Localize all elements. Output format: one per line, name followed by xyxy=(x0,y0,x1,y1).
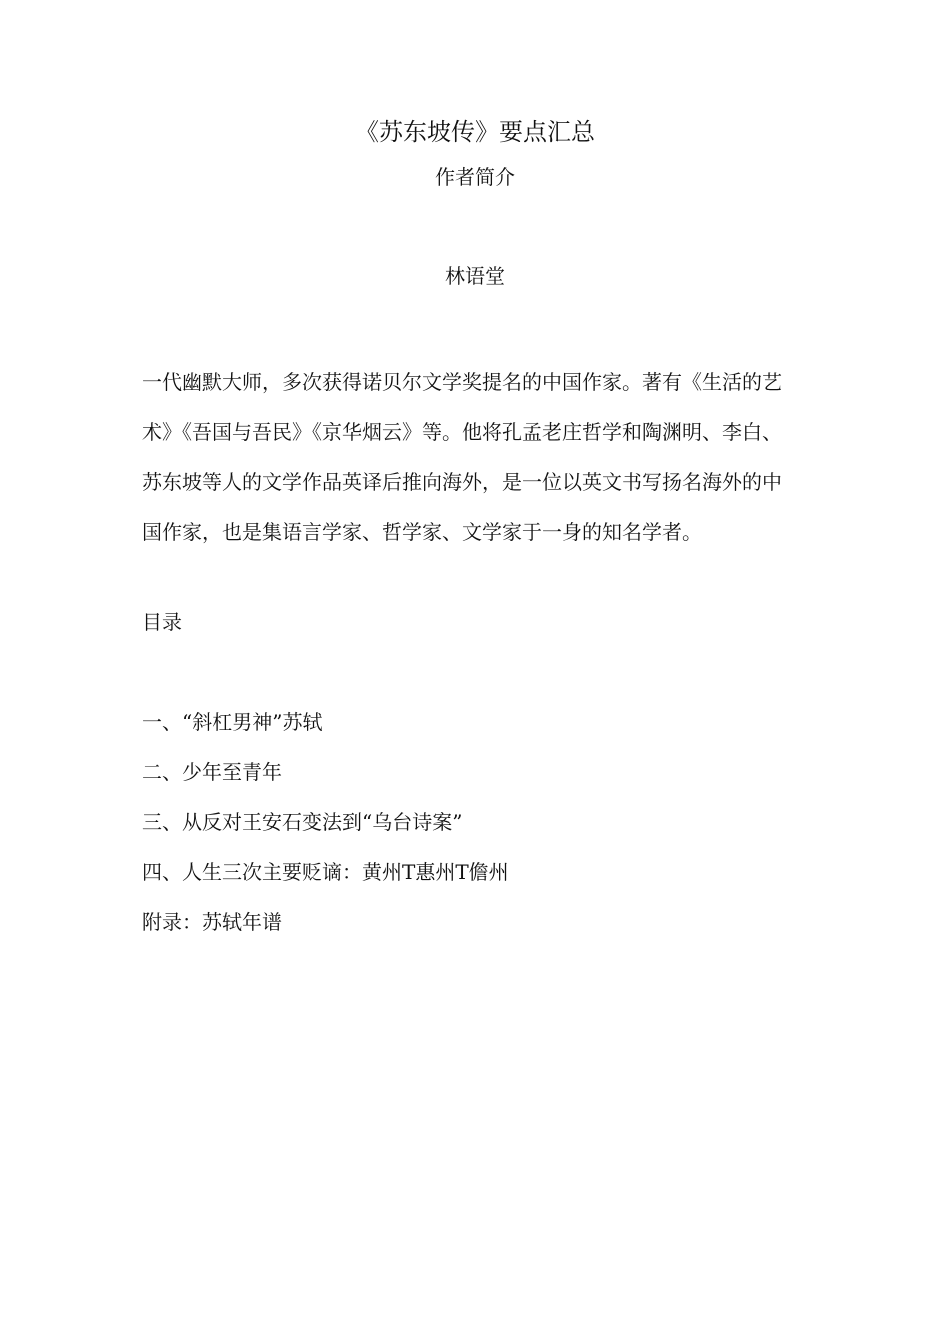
toc-item: 附录：苏轼年谱 xyxy=(142,910,282,934)
toc-heading: 目录 xyxy=(142,610,182,634)
section-heading-author-intro: 作者简介 xyxy=(435,165,515,189)
document-title: 《苏东坡传》要点汇总 xyxy=(355,118,595,146)
toc-item: 四、人生三次主要贬谪：黄州T惠州T儋州 xyxy=(142,860,509,884)
toc-item: 二、少年至青年 xyxy=(142,760,282,784)
author-bio-paragraph: 一代幽默大师，多次获得诺贝尔文学奖提名的中国作家。著有《生活的艺术》《吾国与吾民》《京华烟云》等。他将孔孟老庄哲学和陶渊明、李白、苏东坡等人的文学作品英译后推向海外，是一位以英文书写扬名海外的中国作家，也是集语言学家、哲学家、文学家于一身的知名学者。 xyxy=(142,370,782,544)
table-of-contents xyxy=(142,707,782,957)
author-name: 林语堂 xyxy=(445,264,505,288)
toc-item: 三、从反对王安石变法到“乌台诗案” xyxy=(142,810,463,834)
toc-item: 一、“斜杠男神”苏轼 xyxy=(142,710,323,734)
